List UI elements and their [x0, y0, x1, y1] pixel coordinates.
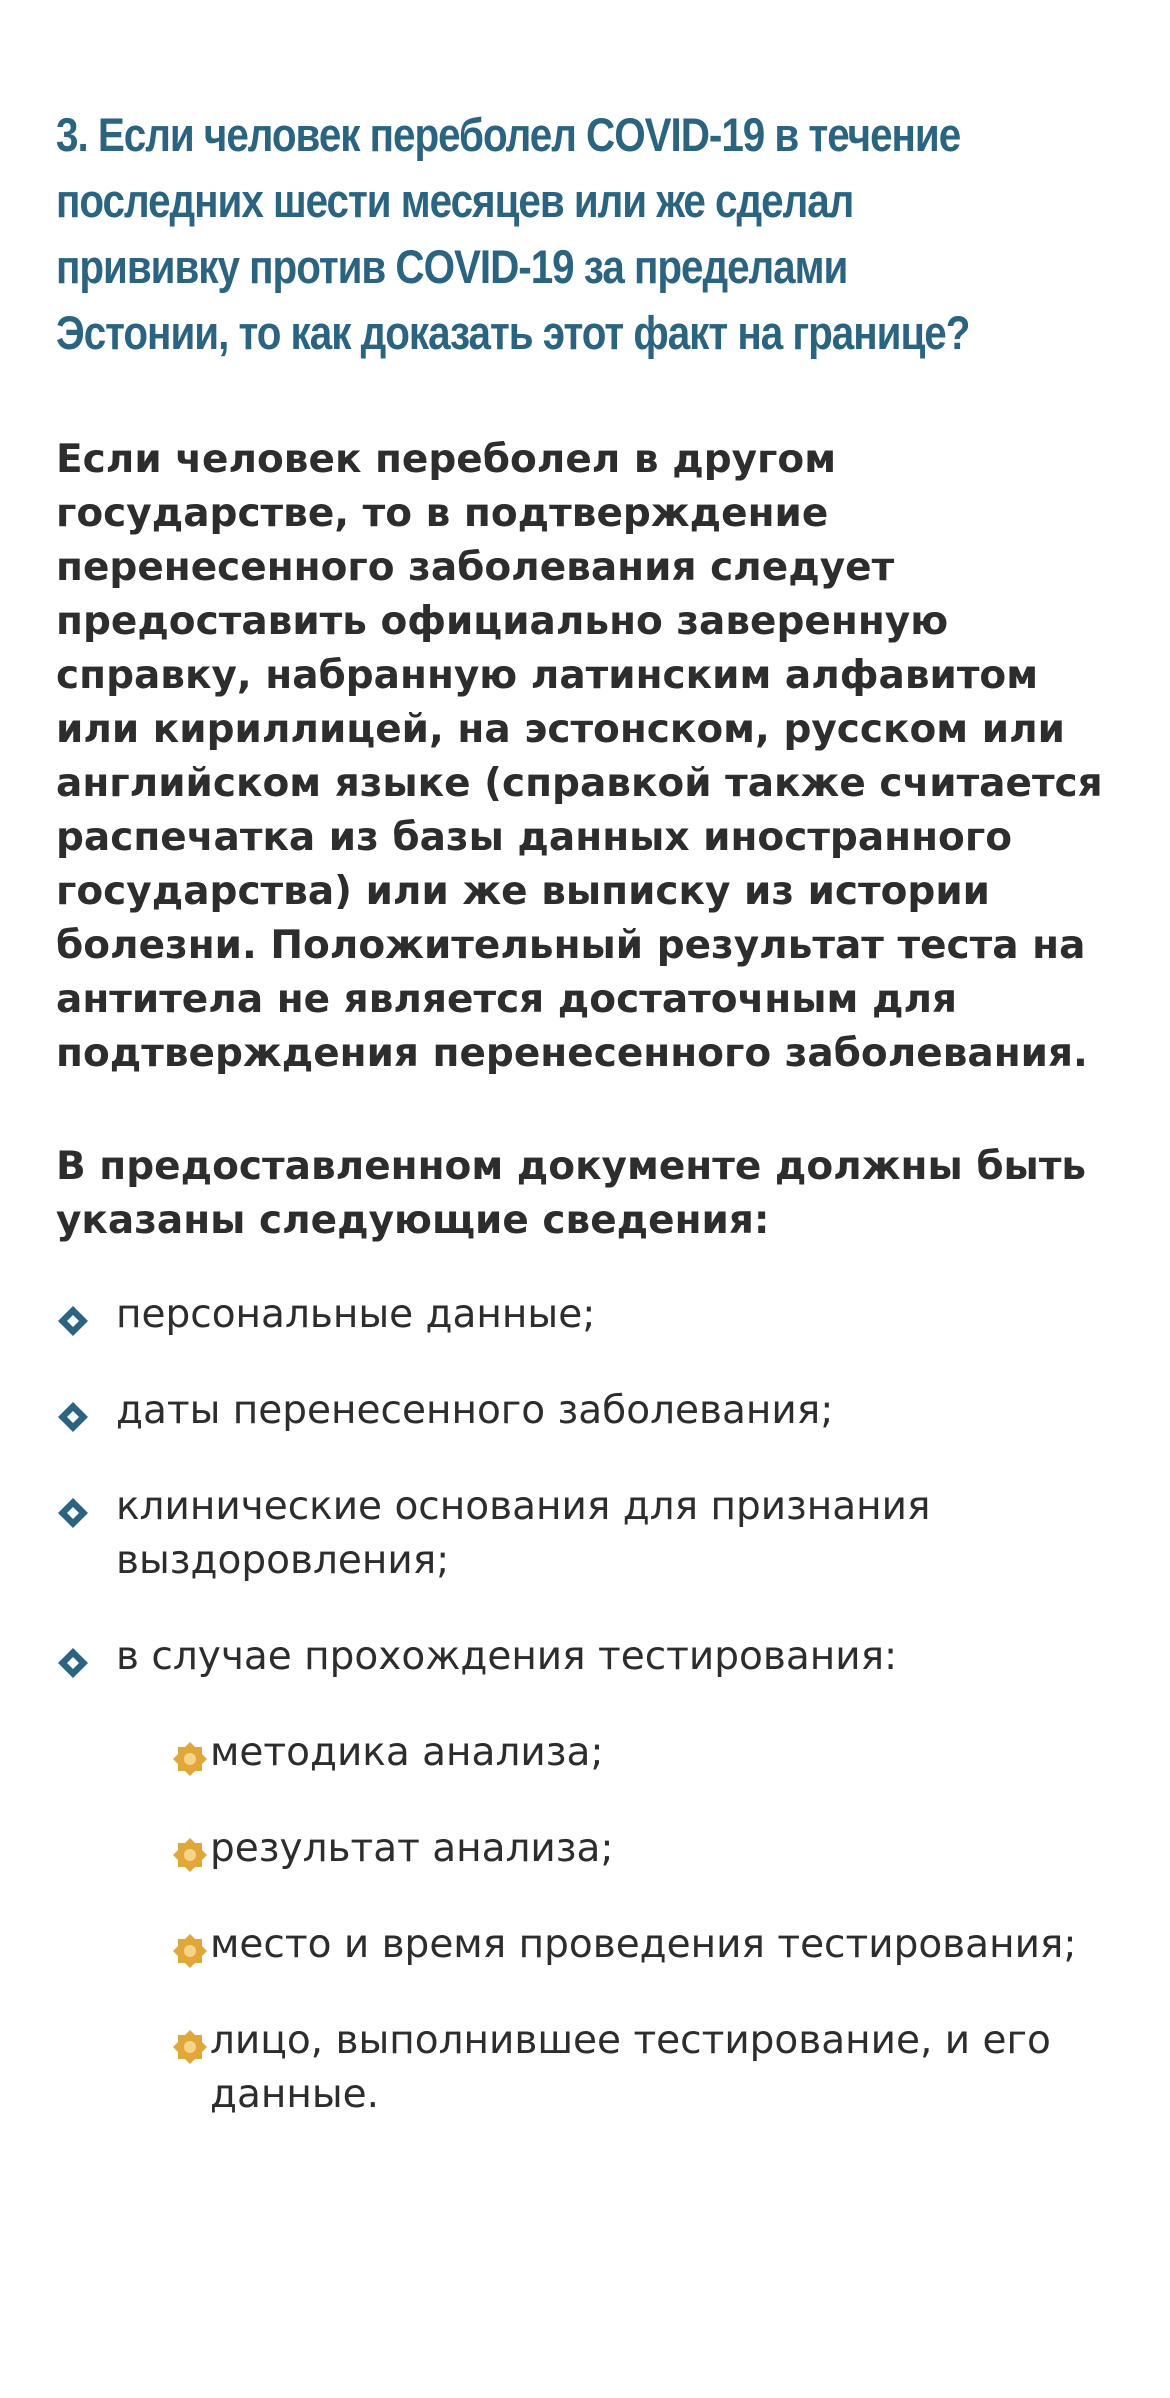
diamond-bullet-icon — [56, 1400, 90, 1434]
requirements-list — [56, 1288, 1114, 2122]
star-bullet-icon — [172, 2029, 208, 2065]
diamond-bullet-icon — [56, 1304, 90, 1338]
sub-list-item-text: методика анализа; — [210, 1730, 604, 1775]
list-intro: В предоставленном документе должны быть указаны следующие сведения: — [56, 1144, 1087, 1243]
lead-paragraph: Если человек переболел в другом государстве, то в подтверждение перенесенного заболевания следует предоставить официально заверенную справку, набранную латинским алфавитом или кириллицей, на эстонском, русском или английском языке (справкой также считается распечатка из базы данных иностранного государства) или же выписку из истории болезни. Положительный результат теста на антитела не является достаточным для подтверждения перенесенного заболевания. — [56, 437, 1103, 1076]
list-item — [56, 1288, 1114, 1342]
sub-list-item — [172, 2014, 1114, 2122]
list-item — [56, 1480, 1114, 1588]
list-item-text: в случае прохождения тестирования: — [116, 1634, 898, 1679]
sub-list-item — [172, 1918, 1114, 1972]
list-item-text: персональные данные; — [116, 1292, 596, 1337]
sub-list-item-text: лицо, выполнившее тестирование, и его данные. — [210, 2018, 1051, 2117]
testing-sub-list — [116, 1726, 1114, 2122]
star-bullet-icon — [172, 1837, 208, 1873]
diamond-bullet-icon — [56, 1496, 90, 1530]
sub-list-item-text: результат анализа; — [210, 1826, 614, 1871]
sub-list-item-text: место и время проведения тестирования; — [210, 1922, 1077, 1967]
list-item-text: клинические основания для признания выздоровления; — [116, 1484, 931, 1583]
sub-list-item — [172, 1726, 1114, 1780]
star-bullet-icon — [172, 1741, 208, 1777]
diamond-bullet-icon — [56, 1646, 90, 1680]
list-item — [56, 1630, 1114, 2122]
faq-heading: 3. Если человек переболел COVID-19 в течение последних шести месяцев или же сделал прививку против COVID-19 за пределами Эстонии, то как доказать этот факт на границе? — [56, 108, 970, 359]
sub-list-item — [172, 1822, 1114, 1876]
list-item — [56, 1384, 1114, 1438]
star-bullet-icon — [172, 1933, 208, 1969]
list-item-text: даты перенесенного заболевания; — [116, 1388, 834, 1433]
